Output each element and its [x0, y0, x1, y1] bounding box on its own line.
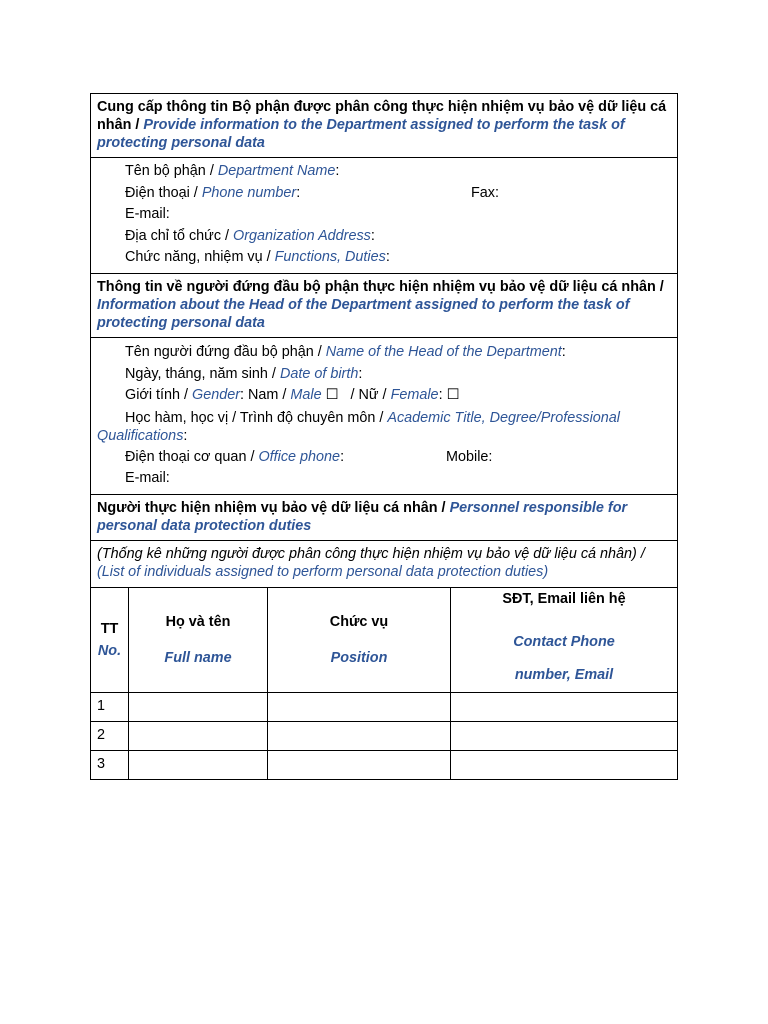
position-cell[interactable] [268, 721, 451, 750]
form-document [90, 93, 677, 780]
row-number: 2 [91, 721, 129, 750]
col-header-no: TT No. [91, 587, 129, 692]
col-header-position: Chức vụ Position [268, 587, 451, 692]
email-field[interactable]: E-mail: [125, 206, 170, 223]
contact-cell[interactable] [451, 721, 678, 750]
section3-header: Người thực hiện nhiệm vụ bảo vệ dữ liệu cá nhân / Personnel responsible for personal data protection duties [91, 494, 678, 540]
address-field[interactable]: Địa chỉ tổ chức / Organization Address: [125, 227, 375, 244]
fax-field[interactable]: Fax: [471, 184, 499, 201]
female-checkbox[interactable]: ☐ [446, 387, 460, 404]
section2-header-row [91, 273, 678, 337]
section1-header: Cung cấp thông tin Bộ phận được phân công thực hiện nhiệm vụ bảo vệ dữ liệu cá nhân / Provide information to the Department assigned to perform the task of protecting personal data [91, 94, 678, 158]
section3-note-row [91, 540, 678, 587]
section3-title-en: Personnel responsible for personal data protection duties [97, 499, 628, 534]
section2-body [91, 337, 678, 494]
section2-header: Thông tin về người đứng đầu bộ phận thực hiện nhiệm vụ bảo vệ dữ liệu cá nhân / Information about the Head of the Department assigned to perform the task of protecting personal data [91, 273, 678, 337]
name-cell[interactable] [129, 692, 268, 721]
name-cell[interactable] [129, 750, 268, 779]
col-header-contact: SĐT, Email liên hệ Contact Phone number, Email [451, 587, 678, 692]
head-name-field[interactable]: Tên người đứng đầu bộ phận / Name of the Head of the Department: [125, 343, 566, 360]
phone-field[interactable]: Điện thoại / Phone number: Fax: [97, 183, 671, 205]
table-row [91, 692, 678, 721]
row-number: 3 [91, 750, 129, 779]
mobile-field[interactable]: Mobile: [446, 448, 493, 465]
position-cell[interactable] [268, 750, 451, 779]
row-number: 1 [91, 692, 129, 721]
section3-title-vi: Người thực hiện nhiệm vụ bảo vệ dữ liệu cá nhân [97, 499, 438, 516]
section2-body-row [91, 337, 678, 494]
section1-body-row [91, 158, 678, 274]
male-checkbox[interactable]: ☐ [325, 387, 339, 404]
contact-cell[interactable] [451, 750, 678, 779]
personnel-table-header [91, 587, 678, 692]
section2-title-en: Information about the Head of the Department assigned to perform the task of protecting personal data [97, 296, 630, 331]
name-cell[interactable] [129, 721, 268, 750]
gender-field: Giới tính / Gender: Nam / Male ☐ / Nữ / Female: ☐ [125, 387, 460, 404]
functions-field[interactable]: Chức năng, nhiệm vụ / Functions, Duties: [125, 249, 390, 266]
section3-note: (Thống kê những người được phân công thực hiện nhiệm vụ bảo vệ dữ liệu cá nhân) / (List of individuals assigned to perform personal data protection duties) [91, 540, 678, 587]
table-row [91, 750, 678, 779]
section1-header-row [91, 94, 678, 158]
section1-title-vi: Cung cấp thông tin Bộ phận được phân công thực hiện nhiệm vụ bảo vệ dữ liệu cá nhân [97, 99, 667, 133]
position-cell[interactable] [268, 692, 451, 721]
dept-name-field[interactable]: Tên bộ phận / Department Name: [125, 163, 340, 179]
head-email-field[interactable]: E-mail: [125, 470, 170, 487]
table-row [91, 721, 678, 750]
section3-header-row [91, 494, 678, 540]
office-phone-field[interactable]: Điện thoại cơ quan / Office phone: Mobile: [97, 447, 671, 469]
section2-title-vi: Thông tin về người đứng đầu bộ phận thực hiện nhiệm vụ bảo vệ dữ liệu cá nhân [97, 278, 656, 295]
section1-title-en: Provide information to the Department assigned to perform the task of protecting personal data [97, 117, 625, 151]
section1-body [91, 158, 678, 274]
contact-cell[interactable] [451, 692, 678, 721]
col-header-name: Họ và tên Full name [129, 587, 268, 692]
academic-title-field[interactable]: Học hàm, học vị / Trình độ chuyên môn / Academic Title, Degree/Professional Qualifications: [97, 409, 621, 444]
form-table [90, 93, 678, 780]
dob-field[interactable]: Ngày, tháng, năm sinh / Date of birth: [125, 365, 363, 382]
